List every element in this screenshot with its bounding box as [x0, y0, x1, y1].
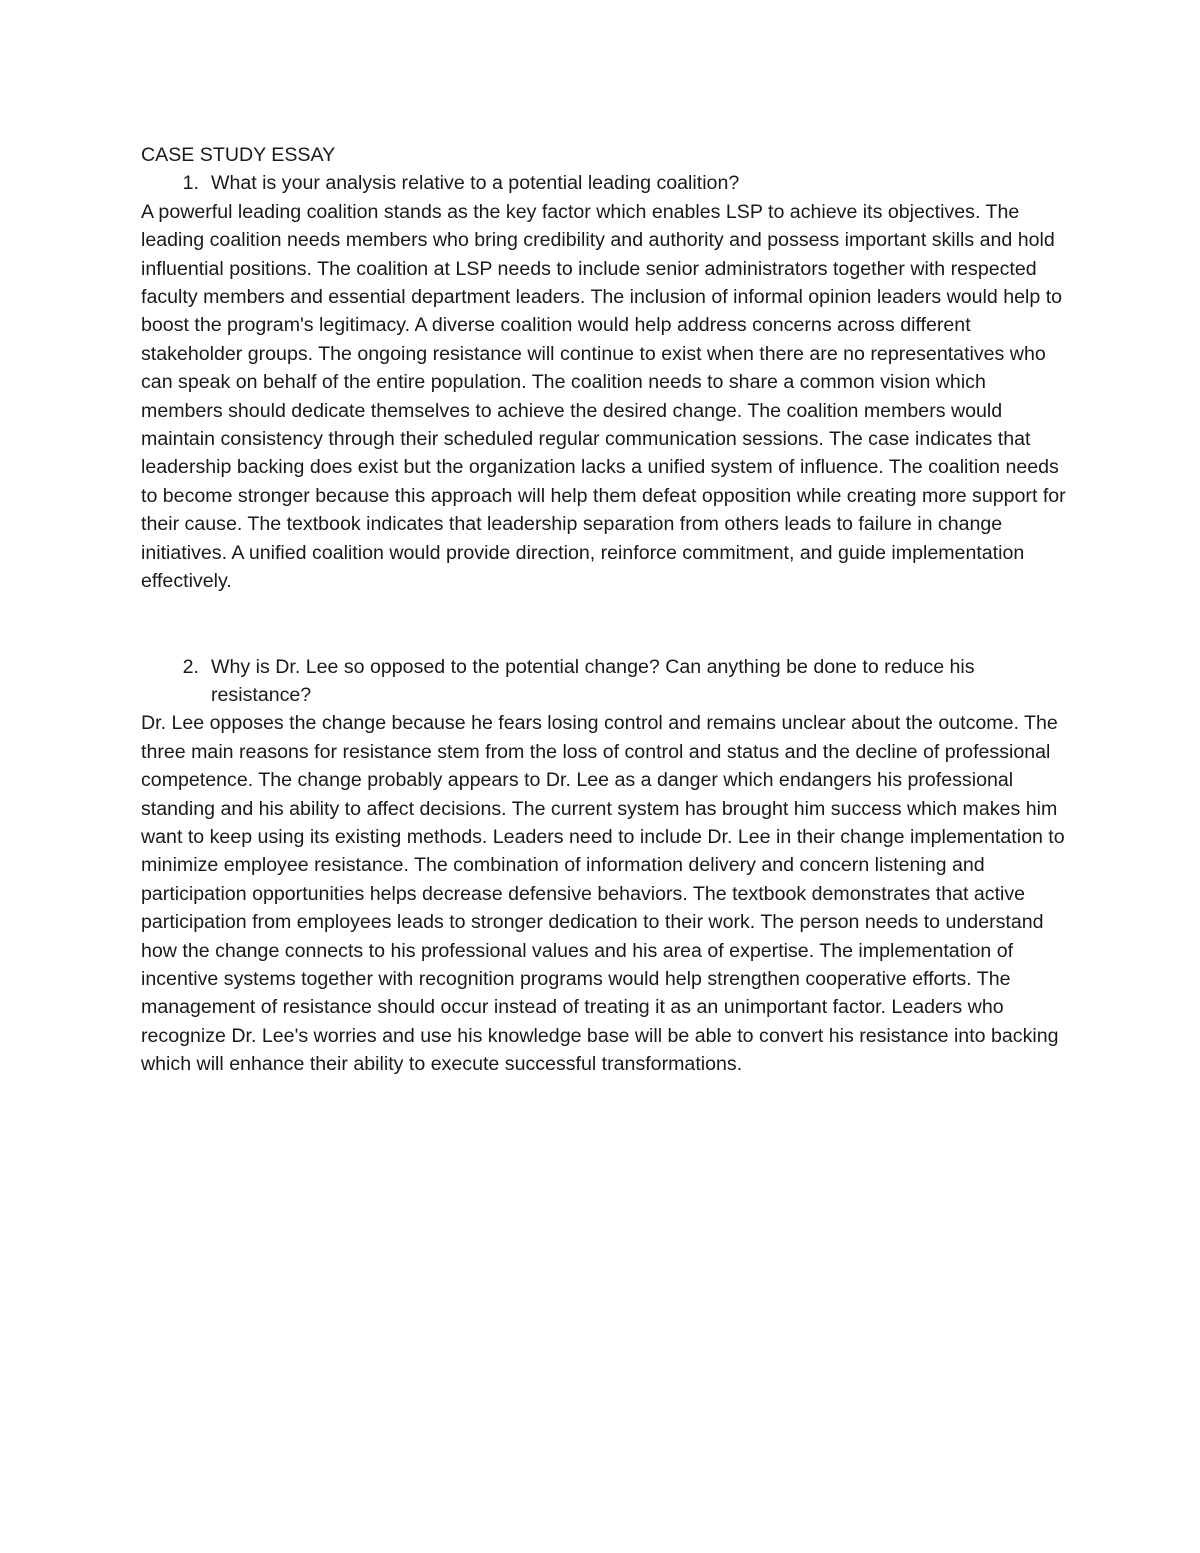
question-text: What is your analysis relative to a potential leading coalition? — [211, 172, 740, 195]
section-spacer — [141, 596, 1071, 653]
answer-2: Dr. Lee opposes the change because he fears losing control and remains unclear about the outcome. The three main reasons for resistance stem from the loss of control and status and the decline of professional competence. The change probably appears to Dr. Lee as a danger which endangers his professional standing and his ability to affect decisions. The current system has brought him success which makes him want to keep using its existing methods. Leaders need to include Dr. Lee in their change implementation to minimize employee resistance. The combination of information delivery and concern listening and participation opportunities helps decrease defensive behaviors. The textbook demonstrates that active participation from employees leads to stronger dedication to their work. The person needs to understand how the change connects to his professional values and his area of expertise. The implementation of incentive systems together with recognition programs would help strengthen cooperative efforts. The management of resistance should occur instead of treating it as an unimportant factor. Leaders who recognize Dr. Lee's worries and use his knowledge base will be able to convert his resistance into backing which will enhance their ability to execute successful transformations. — [141, 712, 1065, 1076]
question-2 — [141, 653, 1071, 710]
question-text: Why is Dr. Lee so opposed to the potential change? Can anything be done to reduce his resistance? — [211, 655, 975, 706]
question-number: 2. — [182, 655, 199, 678]
answer-1: A powerful leading coalition stands as the key factor which enables LSP to achieve its objectives. The leading coalition needs members who bring credibility and authority and possess important skills and hold influential positions. The coalition at LSP needs to include senior administrators together with respected faculty members and essential department leaders. The inclusion of informal opinion leaders would help to boost the program's legitimacy. A diverse coalition would help address concerns across different stakeholder groups. The ongoing resistance will continue to exist when there are no representatives who can speak on behalf of the entire population. The coalition needs to share a common vision which members should dedicate themselves to achieve the desired change. The coalition members would maintain consistency through their scheduled regular communication sessions. The case indicates that leadership backing does exist but the organization lacks a unified system of influence. The coalition needs to become stronger because this approach will help them defeat opposition while creating more support for their cause. The textbook indicates that leadership separation from others leads to failure in change initiatives. A unified coalition would provide direction, reinforce commitment, and guide implementation effectively. — [141, 200, 1066, 593]
question-number: 1. — [182, 172, 199, 195]
question-1 — [141, 169, 1071, 197]
document-body — [141, 141, 1071, 1079]
document-title: CASE STUDY ESSAY — [141, 144, 336, 166]
